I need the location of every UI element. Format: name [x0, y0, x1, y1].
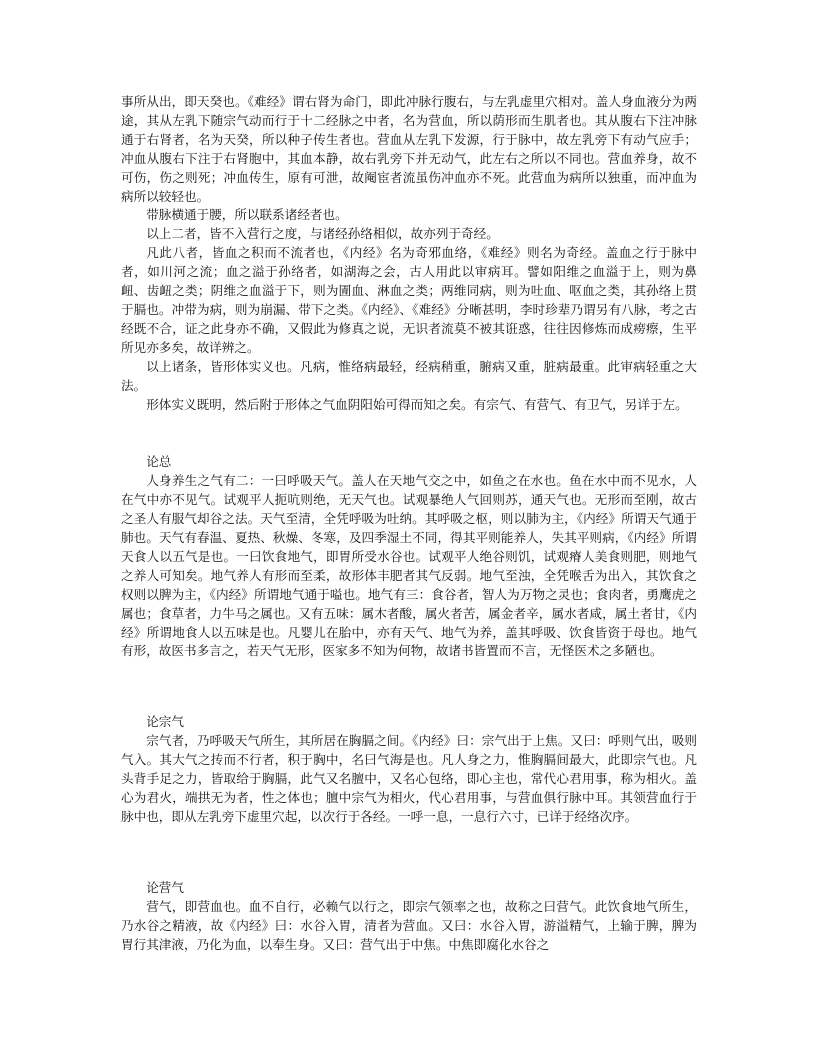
intro-paragraph-5: 以上诸条，皆形体实义也。凡病，惟络病最轻，经病稍重，腑病又重，脏病最重。此审病轻重之大法。 — [121, 358, 697, 393]
section-spacer — [121, 414, 697, 453]
section-spacer — [121, 827, 697, 879]
intro-paragraph-2: 带脉横通于腰，所以联系诸经者也。 — [146, 207, 348, 223]
section-heading-general: 论总 — [146, 454, 172, 470]
intro-paragraph-4: 凡此八者，皆血之积而不流者也，《内经》名为奇邪血络，《难经》则名为奇经。盖血之行于脉中者，如川河之流；血之溢于孙络者，如湖海之会，古人用此以审病耳。譬如阳维之血溢于上，则为鼻衄、齿衄之类；阴维之血溢于下，则为圊血、淋血之类；两维同病，则为吐血、呕血之类，其孙络上贯于膈也。冲带为病，则为崩漏、带下之类。《内经》、《难经》分晰甚明，李时珍辈乃谓另有八脉，考之古经既不合，证之此身亦不确，又假此为修真之说，无识者流莫不被其诳惑，往往因修炼而成痨瘵，生平所见亦多矣，故详辨之。 — [121, 245, 697, 355]
intro-paragraph-1: 事所从出，即天癸也。《难经》谓右肾为命门，即此冲脉行腹右，与左乳虚里穴相对。盖人身血液分为两途，其从左乳下随宗气动而行于十二经脉之中者，名为营血，所以荫形而生肌者也。其从腹右下注冲脉通于右肾者，名为天癸，所以种子传生者也。营血从左乳下发源，行于脉中，故左乳旁下有动气应手；冲血从腹右下注于右肾胞中，其血本静，故右乳旁下并无动气，此左右之所以不同也。营血养身，故不可伤，伤之则死；冲血传生，原有可泄，故阉宦者流虽伤冲血亦不死。此营血为病所以独重，而冲血为病所以较轻也。 — [121, 94, 697, 204]
document-page — [121, 93, 697, 954]
section-spacer — [121, 661, 697, 713]
section-body-general: 人身养生之气有二：一曰呼吸天气。盖人在天地气交之中，如鱼之在水也。鱼在水中而不见水，人在气中亦不见气。试观平人扼吭则绝，无天气也。试观暴绝人气回则苏，通天气也。无形而至刚，故古之圣人有服气却谷之法。天气至清，全凭呼吸为吐纳。其呼吸之枢，则以肺为主，《内经》所谓天气通于肺也。天气有春温、夏热、秋燥、冬寒，及四季湿土不同，得其平则能养人，失其平则病，《内经》所谓天食人以五气是也。一曰饮食地气，即胃所受水谷也。试观平人绝谷则饥，试观瘠人美食则肥，则地气之养人可知矣。地气养人有形而至柔，故形体丰肥者其气反弱。地气至浊，全凭喉舌为出入，其饮食之权则以脾为主，《内经》所谓地气通于嗌也。地气有三：食谷者，智人为万物之灵也；食肉者，勇鹰虎之属也；食草者，力牛马之属也。又有五味：属木者酸，属火者苦，属金者辛，属水者咸，属土者甘，《内经》所谓地食人以五味是也。凡婴儿在胎中，亦有天气、地气为养，盖其呼吸、饮食皆资于母也。地气有形，故医书多言之，若天气无形，医家多不知为何物，故诸书皆置而不言，无怪医术之多陋也。 — [121, 473, 697, 659]
section-body-yingqi: 营气，即营血也。血不自行，必赖气以行之，即宗气领率之也，故称之曰营气。此饮食地气所生，乃水谷之精液，故《内经》曰：水谷入胃，清者为营血。又曰：水谷入胃，游溢精气，上输于脾，脾为胃行其津液，乃化为血，以奉生身。又曰：营气出于中焦。中焦即腐化水谷之 — [121, 898, 697, 952]
intro-paragraph-6: 形体实义既明，然后附于形体之气血阴阳始可得而知之矣。有宗气、有营气、有卫气，另详于左。 — [146, 396, 688, 412]
section-heading-zongqi: 论宗气 — [146, 714, 184, 730]
section-body-zongqi: 宗气者，乃呼吸天气所生，其所居在胸膈之间。《内经》曰：宗气出于上焦。又曰：呼则气出，吸则气入。其大气之抟而不行者，积于胸中，名曰气海是也。凡人身之力，惟胸膈间最大，此即宗气也。凡头背手足之力，皆取给于胸膈，此气又名膻中，又名心包络，即心主也，常代心君用事，称为相火。盖心为君火，端拱无为者，性之体也；膻中宗气为相火，代心君用事，与营血俱行脉中耳。其领营血行于脉中也，即从左乳旁下虚里穴起，以次行于各经。一呼一息，一息行六寸，已详于经络次序。 — [121, 733, 697, 824]
intro-paragraph-3: 以上二者，皆不入营行之度，与诸经孙络相似，故亦列于奇经。 — [146, 226, 499, 242]
section-heading-yingqi: 论营气 — [146, 879, 184, 895]
